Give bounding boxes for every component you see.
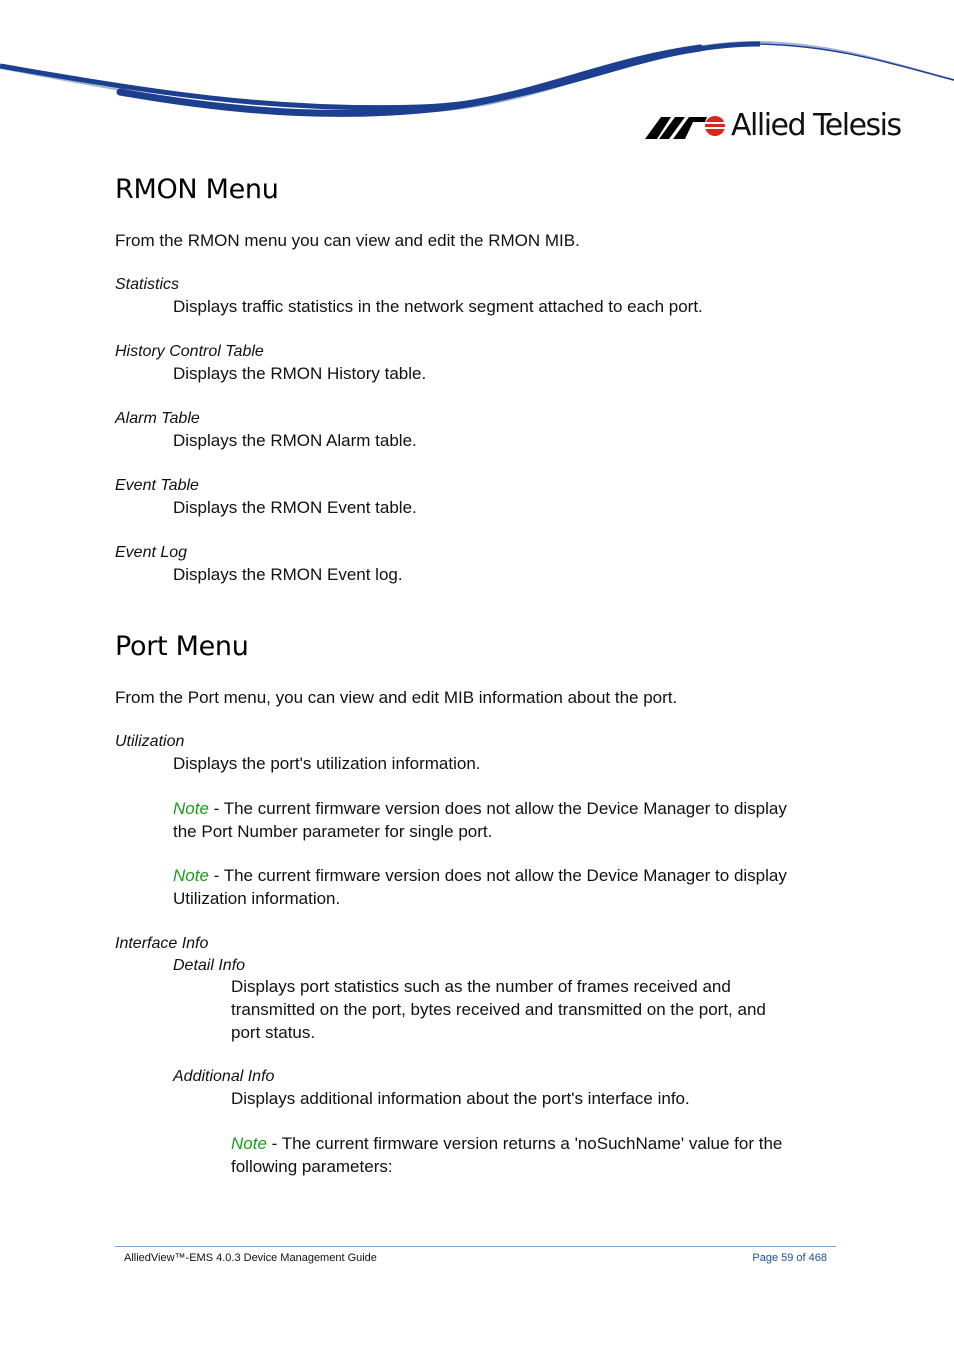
additional-info-note-cont: following parameters: — [231, 1157, 393, 1176]
rmon-term-event-table: Event Table — [115, 477, 199, 494]
note-label: Note — [173, 866, 209, 885]
footer-doc-title: AlliedView™-EMS 4.0.3 Device Management Guide — [124, 1252, 377, 1264]
port-intro: From the Port menu, you can view and edit MIB information about the port. — [115, 688, 678, 707]
rmon-term-statistics: Statistics — [115, 276, 180, 293]
rmon-menu-heading: RMON Menu — [115, 174, 279, 205]
rmon-intro: From the RMON menu you can view and edit the RMON MIB. — [115, 231, 580, 250]
port-term-utilization: Utilization — [115, 733, 185, 750]
port-menu-heading: Port Menu — [115, 631, 249, 662]
utilization-note-2 — [173, 864, 787, 887]
utilization-note-1 — [173, 797, 787, 820]
port-desc-utilization: Displays the port's utilization information. — [173, 754, 481, 773]
utilization-note-1-cont: the Port Number parameter for single port. — [173, 822, 493, 841]
utilization-note-2-cont: Utilization information. — [173, 889, 341, 908]
port-term-detail-info: Detail Info — [173, 957, 246, 974]
port-term-additional-info: Additional Info — [173, 1068, 275, 1085]
additional-info-note — [231, 1132, 782, 1155]
rmon-desc-statistics: Displays traffic statistics in the network segment attached to each port. — [173, 297, 703, 316]
note-label: Note — [173, 799, 209, 818]
allied-telesis-logo — [645, 108, 901, 144]
footer-divider — [115, 1246, 836, 1247]
rmon-term-alarm: Alarm Table — [115, 410, 200, 427]
rmon-desc-history: Displays the RMON History table. — [173, 364, 427, 383]
detail-info-line-2: transmitted on the port, bytes received and transmitted on the port, and — [231, 1000, 766, 1019]
note-text: - The current firmware version does not allow the Device Manager to display — [208, 866, 787, 885]
rmon-term-history: History Control Table — [115, 343, 264, 360]
detail-info-line-3: port status. — [231, 1023, 316, 1042]
footer-page-number: Page 59 of 468 — [752, 1252, 827, 1264]
rmon-desc-alarm: Displays the RMON Alarm table. — [173, 431, 417, 450]
note-text: - The current firmware version returns a 'noSuchName' value for the — [266, 1134, 783, 1153]
rmon-term-event-log: Event Log — [115, 544, 188, 561]
port-term-interface-info: Interface Info — [115, 935, 209, 952]
note-label: Note — [231, 1134, 267, 1153]
additional-info-desc: Displays additional information about the port's interface info. — [231, 1089, 690, 1108]
rmon-desc-event-table: Displays the RMON Event table. — [173, 498, 417, 517]
note-text: - The current firmware version does not allow the Device Manager to display — [208, 799, 787, 818]
detail-info-line-1: Displays port statistics such as the number of frames received and — [231, 977, 731, 996]
rmon-desc-event-log: Displays the RMON Event log. — [173, 565, 403, 584]
logo-mark-icon — [645, 112, 725, 140]
logo-text: Allied Telesis — [731, 108, 901, 143]
